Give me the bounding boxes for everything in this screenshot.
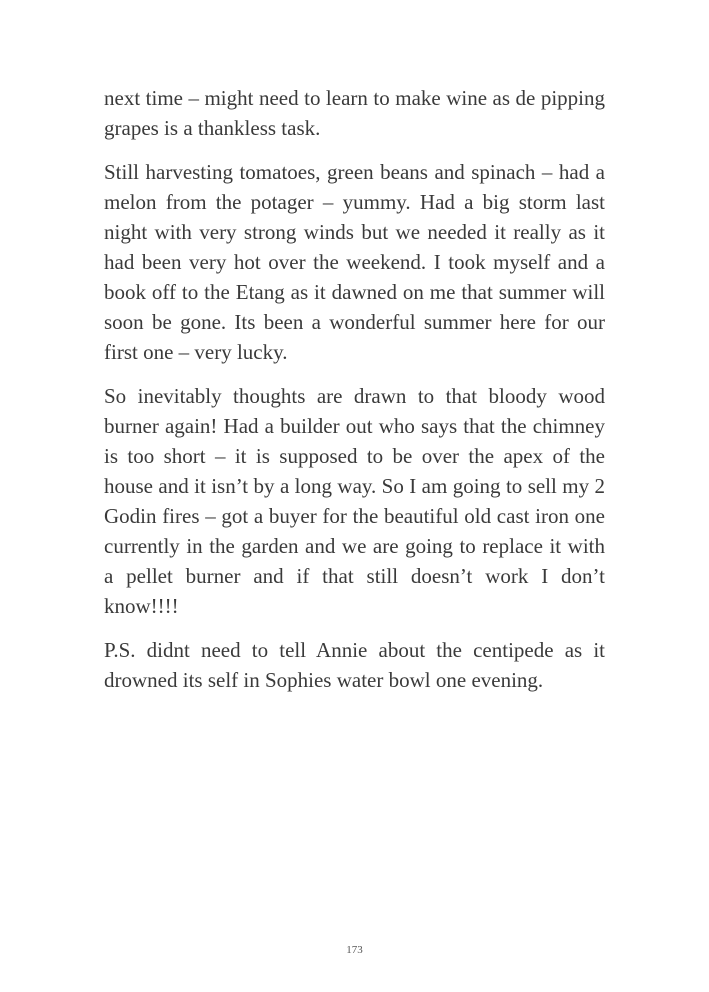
body-text	[104, 83, 605, 709]
paragraph-2: Still harvesting tomatoes, green beans and spinach – had a melon from the potager – yummy. Had a big storm last night with very strong winds but we needed it really as it had been very hot over the weekend. I took myself and a book off to the Etang as it dawned on me that summer will soon be gone. Its been a wonderful summer here for our first one – very lucky.	[104, 160, 605, 364]
paragraph-4: P.S. didnt need to tell Annie about the centipede as it drowned its self in Sophies water bowl one evening.	[104, 638, 605, 692]
paragraph-1: next time – might need to learn to make wine as de pipping grapes is a thankless task.	[104, 86, 605, 140]
page-number: 173	[346, 944, 363, 956]
paragraph-3: So inevitably thoughts are drawn to that bloody wood burner again! Had a builder out who says that the chimney is too short – it is supposed to be over the apex of the house and it isn’t by a long way. So I am going to sell my 2 Godin fires – got a buyer for the beautiful old cast iron one currently in the garden and we are going to replace it with a pellet burner and if that still doesn’t work I don’t know!!!!	[104, 384, 605, 618]
